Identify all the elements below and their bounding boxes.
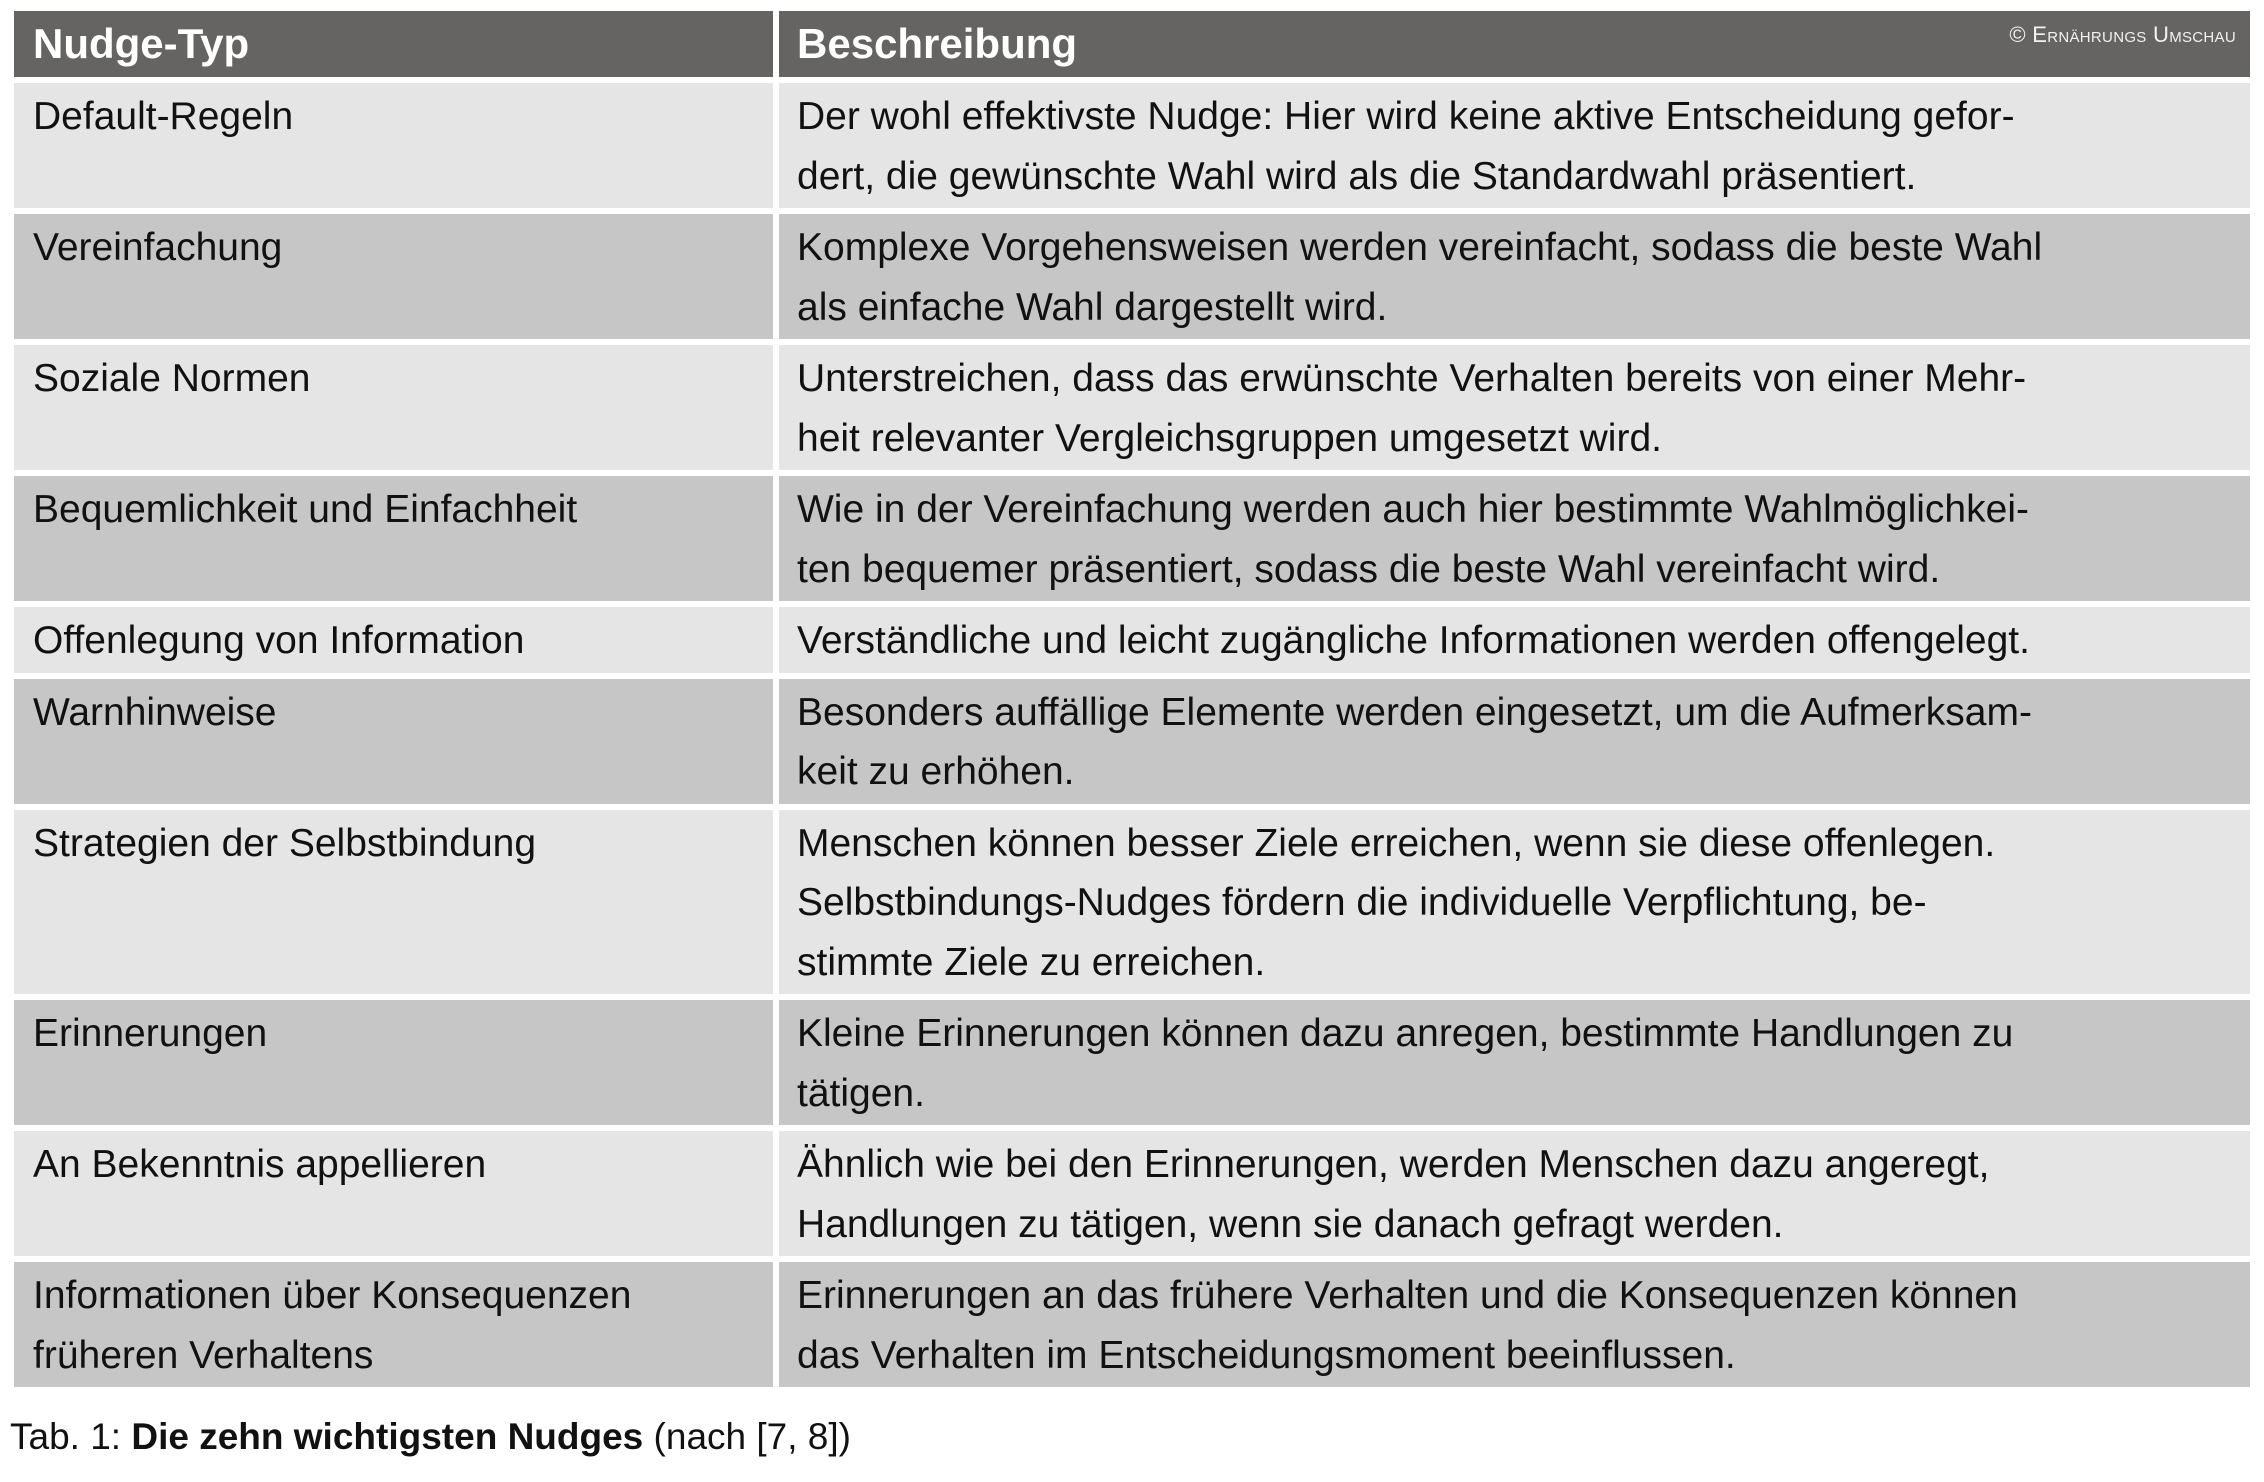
- description-cell: [779, 476, 2250, 601]
- description-line: Besonders auffällige Elemente werden eingesetzt, um die Aufmerksam-: [797, 690, 2032, 734]
- description-line: stimmte Ziele zu erreichen.: [797, 940, 1266, 984]
- header-nudge-type: Nudge-Typ: [14, 11, 773, 77]
- description-cell: [779, 83, 2250, 208]
- description-cell: [779, 345, 2250, 470]
- description-cell: [779, 607, 2250, 673]
- table-row: [14, 679, 2250, 804]
- header-description: [779, 11, 2250, 77]
- description-cell: [779, 1131, 2250, 1256]
- nudge-type-cell: An Bekenntnis appellieren: [14, 1131, 773, 1256]
- table-row: [14, 476, 2250, 601]
- description-cell: [779, 679, 2250, 804]
- table-row: [14, 214, 2250, 339]
- table-row: [14, 83, 2250, 208]
- table-row: [14, 1000, 2250, 1125]
- nudge-type-line: Informationen über Konsequenzen: [33, 1274, 632, 1317]
- table-row: [14, 607, 2250, 673]
- description-line: Komplexe Vorgehensweisen werden vereinfacht, sodass die beste Wahl: [797, 226, 2043, 269]
- description-line: Ähnlich wie bei den Erinnerungen, werden Menschen dazu angeregt,: [797, 1143, 1990, 1186]
- nudge-type-cell: Strategien der Selbstbindung: [14, 810, 773, 995]
- nudge-type-cell: Erinnerungen: [14, 1000, 773, 1125]
- description-line: Menschen können besser Ziele erreichen, wenn sie diese offenlegen.: [797, 821, 1996, 865]
- nudge-type-cell: Offenlegung von Information: [14, 607, 773, 673]
- description-line: Erinnerungen an das frühere Verhalten und die Konsequenzen können: [797, 1274, 2018, 1317]
- description-line: Selbstbindungs-Nudges fördern die individuelle Verpflichtung, be-: [797, 881, 1927, 924]
- nudge-type-line: früheren Verhaltens: [33, 1333, 374, 1377]
- caption-title: Die zehn wichtigsten Nudges: [131, 1416, 644, 1457]
- description-line: Kleine Erinnerungen können dazu anregen, bestimmte Handlungen zu: [797, 1012, 2014, 1055]
- table-row: [14, 810, 2250, 995]
- description-line: Handlungen zu tätigen, wenn sie danach gefragt werden.: [797, 1202, 1784, 1246]
- nudge-type-cell: Bequemlichkeit und Einfachheit: [14, 476, 773, 601]
- caption-prefix: Tab. 1:: [10, 1416, 132, 1457]
- nudge-type-cell: Warnhinweise: [14, 679, 773, 804]
- description-cell: [779, 1262, 2250, 1387]
- table-header-row: [14, 11, 2250, 77]
- description-line: keit zu erhöhen.: [797, 750, 1075, 793]
- description-line: Verständliche und leicht zugängliche Informationen werden offengelegt.: [797, 619, 2030, 662]
- description-line: ten bequemer präsentiert, sodass die beste Wahl vereinfacht wird.: [797, 547, 1941, 591]
- nudge-type-cell: Soziale Normen: [14, 345, 773, 470]
- nudge-type-cell: Vereinfachung: [14, 214, 773, 339]
- description-line: Unterstreichen, dass das erwünschte Verhalten bereits von einer Mehr-: [797, 357, 2027, 400]
- description-line: Der wohl effektivste Nudge: Hier wird keine aktive Entscheidung gefor-: [797, 95, 2015, 138]
- table-row: [14, 1131, 2250, 1256]
- caption-source: (nach [7, 8]): [643, 1416, 851, 1457]
- description-cell: [779, 214, 2250, 339]
- description-line: als einfache Wahl dargestellt wird.: [797, 285, 1388, 329]
- description-cell: [779, 1000, 2250, 1125]
- description-line: das Verhalten im Entscheidungsmoment beeinflussen.: [797, 1333, 1736, 1377]
- description-line: heit relevanter Vergleichsgruppen umgesetzt wird.: [797, 416, 1662, 460]
- description-line: Wie in der Vereinfachung werden auch hier bestimmte Wahlmöglichkei-: [797, 488, 2029, 531]
- description-line: tätigen.: [797, 1071, 925, 1115]
- description-cell: [779, 810, 2250, 995]
- description-line: dert, die gewünschte Wahl wird als die Standardwahl präsentiert.: [797, 154, 1917, 198]
- nudge-table: [14, 11, 2250, 1393]
- copyright-notice: © Ernährungs Umschau: [2009, 22, 2236, 47]
- nudge-type-cell: Default-Regeln: [14, 83, 773, 208]
- table-caption: [10, 1412, 851, 1462]
- nudge-type-cell: [14, 1262, 773, 1387]
- header-description-label: Beschreibung: [797, 20, 1078, 67]
- table-row: [14, 345, 2250, 470]
- table-row: [14, 1262, 2250, 1387]
